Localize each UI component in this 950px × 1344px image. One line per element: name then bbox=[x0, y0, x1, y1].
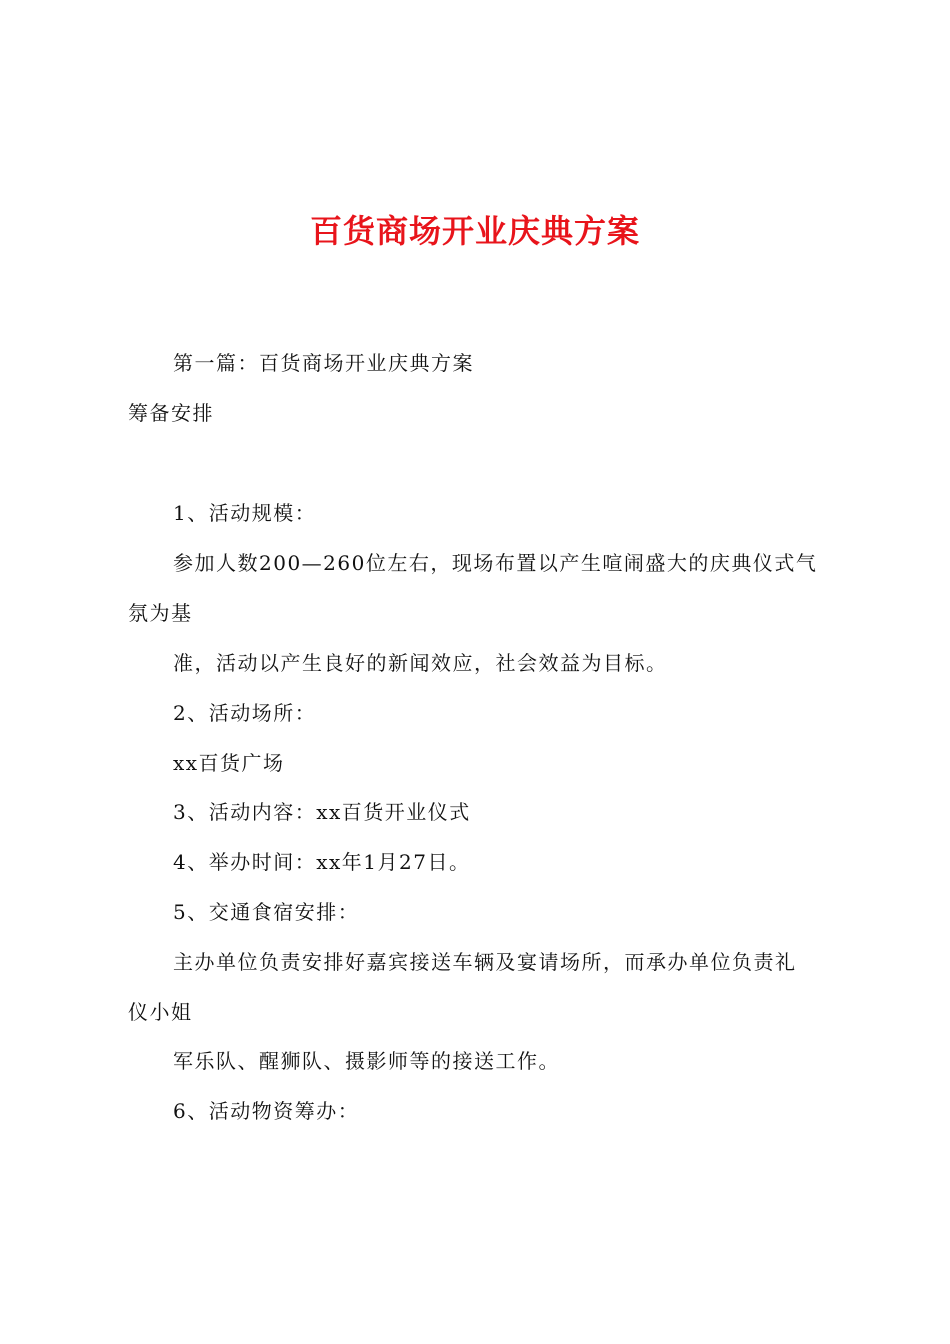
paragraph-line: 仪小姐 bbox=[128, 1000, 193, 1024]
subheading-preparation: 筹备安排 bbox=[128, 401, 214, 425]
paragraph-line: 氛为基 bbox=[128, 601, 193, 625]
paragraph-line: xx百货广场 bbox=[173, 751, 285, 775]
item-3-heading: 3、活动内容：xx百货开业仪式 bbox=[173, 800, 471, 824]
item-5-heading: 5、交通食宿安排： bbox=[173, 900, 360, 924]
item-2-heading: 2、活动场所： bbox=[173, 701, 317, 725]
item-6-heading: 6、活动物资筹办： bbox=[173, 1099, 360, 1123]
document-title: 百货商场开业庆典方案 bbox=[309, 212, 640, 250]
item-1-heading: 1、活动规模： bbox=[173, 501, 317, 525]
paragraph-line: 主办单位负责安排好嘉宾接送车辆及宴请场所，而承办单位负责礼 bbox=[173, 950, 797, 974]
item-4-heading: 4、举办时间：xx年1月27日。 bbox=[173, 850, 471, 874]
paragraph-line: 准，活动以产生良好的新闻效应，社会效益为目标。 bbox=[173, 651, 668, 675]
section-heading: 第一篇：百货商场开业庆典方案 bbox=[173, 351, 474, 375]
paragraph-line: 军乐队、醒狮队、摄影师等的接送工作。 bbox=[173, 1049, 560, 1073]
paragraph-line: 参加人数200—260位左右，现场布置以产生喧闹盛大的庆典仪式气 bbox=[173, 551, 818, 575]
